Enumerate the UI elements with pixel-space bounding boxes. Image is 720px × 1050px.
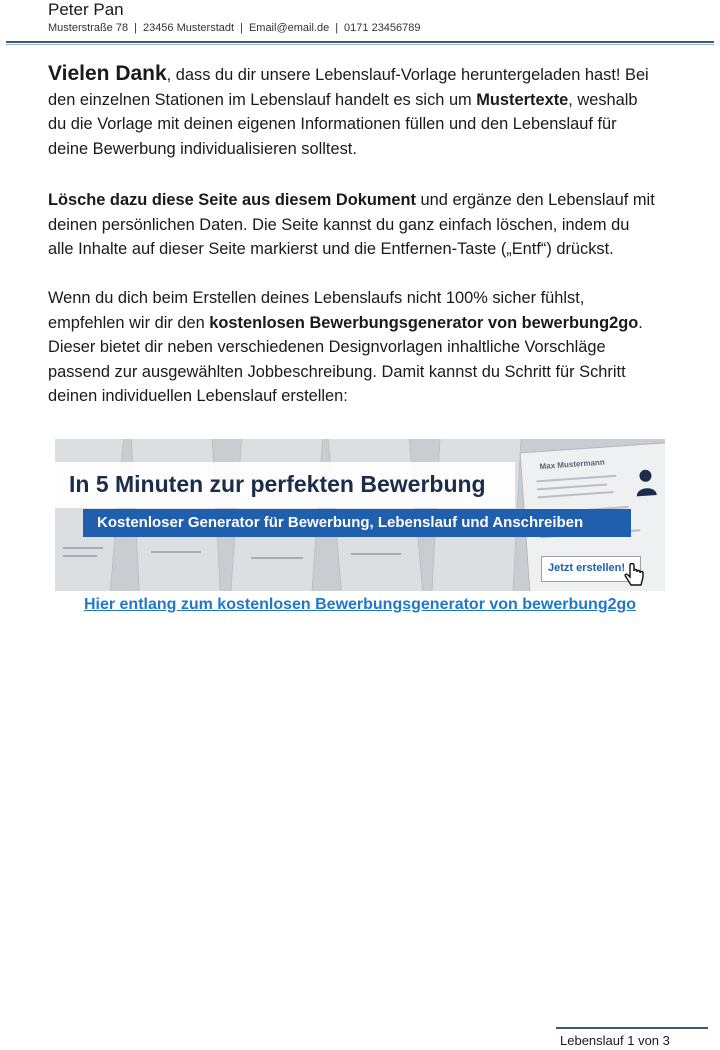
header-contact: [48, 22, 421, 34]
generator-line5: deinen individuellen Lebenslauf erstellen:: [48, 387, 348, 405]
header-divider-thin: [6, 44, 714, 45]
resume-text-line: [537, 475, 617, 483]
generator-line2-bold: kostenlosen Bewerbungsgenerator von bewerbung2go: [209, 313, 639, 332]
delete-line2: deinen persönlichen Daten. Die Seite kannst du ganz einfach löschen, indem du: [48, 215, 630, 234]
banner-title: In 5 Minuten zur perfekten Bewerbung: [69, 471, 486, 497]
generator-line2-pre: empfehlen wir dir den: [48, 313, 210, 332]
intro-line3: du die Vorlage mit deinen eigenen Informationen füllen und den Lebenslauf für: [48, 115, 617, 133]
background-text-line: [63, 555, 97, 557]
background-text-line: [251, 557, 303, 559]
background-text-line: [63, 547, 103, 549]
resume-text-line: [538, 491, 614, 498]
create-now-label: Jetzt erstellen!: [548, 562, 626, 574]
header-separator: |: [240, 22, 243, 34]
intro-line4: deine Bewerbung individualisieren solltest.: [48, 139, 357, 158]
generator-paragraph: [48, 286, 678, 409]
generator-line4: passend zur ausgewählten Jobbeschreibung. Damit kannst du Schritt für Schritt: [48, 362, 626, 381]
background-text-line: [351, 553, 401, 555]
delete-line1: und ergänze den Lebenslauf mit: [416, 191, 655, 209]
delete-bold: Lösche dazu diese Seite aus diesem Dokument: [48, 191, 416, 209]
delete-paragraph: [48, 188, 678, 262]
resume-name: Max Mustermann: [539, 457, 606, 472]
header-divider: [6, 41, 714, 43]
header-name: Peter Pan: [48, 0, 124, 19]
banner-subtitle: Kostenloser Generator für Bewerbung, Lebenslauf und Anschreiben: [97, 514, 584, 531]
delete-line3: alle Inhalte auf dieser Seite markierst und die Entfernen-Taste („Entf“) drückst.: [48, 240, 614, 258]
header-city: 23456 Musterstadt: [142, 22, 235, 34]
generator-line1: Wenn du dich beim Erstellen deines Lebenslaufs nicht 100% sicher fühlst,: [48, 289, 585, 307]
header-separator: |: [335, 22, 339, 34]
footer-divider: [556, 1027, 708, 1029]
header-separator: |: [134, 22, 137, 34]
avatar-icon: [634, 466, 658, 497]
pointer-hand-icon: [623, 563, 645, 589]
intro-line2-bold: Mustertexte: [476, 90, 569, 109]
header-street: Musterstraße 78: [48, 22, 129, 34]
generator-line2-post: .: [638, 313, 643, 332]
page-number: Lebenslauf 1 von 3: [560, 1033, 670, 1048]
intro-lead: Vielen Dank: [48, 62, 167, 85]
intro-line2-pre: den einzelnen Stationen im Lebenslauf handelt es sich um: [48, 90, 477, 109]
generator-line3: Dieser bietet dir neben verschiedenen Designvorlagen inhaltliche Vorschläge: [48, 338, 606, 356]
header-email: Email@email.de: [248, 22, 330, 34]
intro-line2-post: , weshalb: [568, 90, 638, 109]
header-phone: 0171 23456789: [344, 22, 421, 34]
generator-link[interactable]: Hier entlang zum kostenlosen Bewerbungsgenerator von bewerbung2go: [83, 596, 637, 613]
intro-line1: , dass du dir unsere Lebenslauf-Vorlage heruntergeladen hast! Bei: [166, 66, 649, 84]
background-text-line: [151, 551, 201, 553]
resume-text-line: [537, 483, 607, 490]
generator-banner[interactable]: [55, 439, 665, 591]
intro-paragraph: [48, 62, 678, 161]
